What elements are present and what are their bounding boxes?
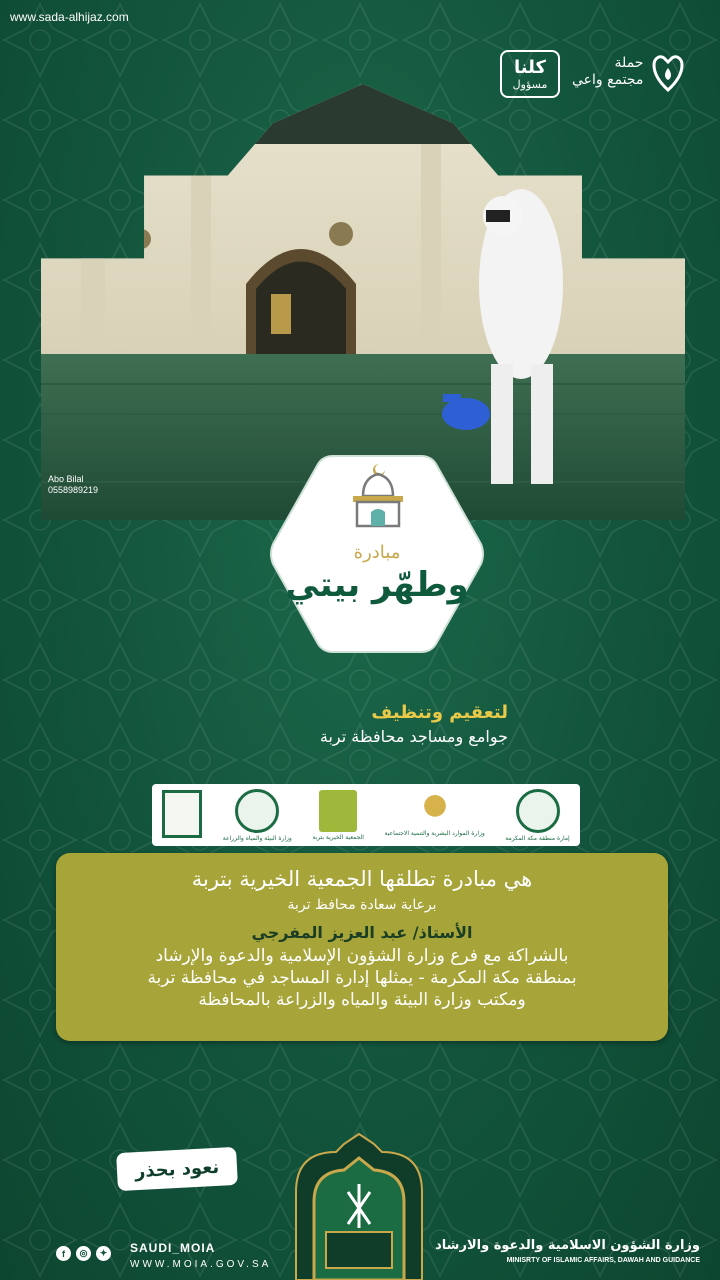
twitter-icon[interactable]: ✦: [96, 1246, 111, 1261]
ministry-name-ar: وزارة الشؤون الاسلامية والدعوة والارشاد: [435, 1238, 700, 1253]
partner-logo-charity: [312, 790, 364, 841]
slogan: [320, 702, 508, 746]
campaign-logo: [572, 50, 700, 94]
social-handle: [130, 1241, 271, 1270]
partner-logo-hr: [384, 794, 484, 837]
instagram-icon[interactable]: ◎: [76, 1246, 91, 1261]
description-line-4: بالشراكة مع فرع وزارة الشؤون الإسلامية والدعوة والإرشاد: [155, 946, 569, 966]
website-text: WWW.MOIA.GOV.SA: [130, 1259, 272, 1270]
partner-logo-environment: [223, 789, 292, 842]
initiative-description: [56, 853, 668, 1041]
credit-phone: 0558989219: [48, 485, 99, 496]
partner-caption: وزارة البيئة والمياه والزراعة: [222, 834, 292, 842]
slogan-line-1: لتعقيم وتنظيف: [371, 702, 508, 723]
moia-emblem-icon: [162, 790, 202, 838]
partner-logo-moia: [162, 790, 202, 840]
handle-text: SAUDI_MOIA: [130, 1241, 216, 1255]
kulluna-text: كلنا: [514, 56, 546, 78]
ministry-name-en: MINISRTY OF ISLAMIC AFFAIRS, DAWAH AND GUIDANCE: [506, 1257, 700, 1264]
facebook-icon[interactable]: f: [56, 1246, 71, 1261]
watermark: www.sada-alhijaz.com: [10, 10, 129, 24]
slogan-line-2: جوامع ومساجد محافظة تربة: [319, 727, 508, 746]
credit-name: Abo Bilal: [48, 474, 84, 484]
masool-text: مسؤول: [512, 77, 548, 91]
partner-caption: وزارة الموارد البشرية والتنمية الاجتماعية: [384, 829, 485, 837]
description-line-1: هي مبادرة تطلقها الجمعية الخيرية بتربة: [191, 867, 533, 891]
initiative-name: وطهّر بيتي: [285, 565, 469, 605]
ministry-name: [435, 1238, 700, 1264]
naood-bihathar-badge: نعود بحذر: [116, 1147, 238, 1191]
partner-caption: إمارة منطقة مكة المكرمة: [505, 834, 570, 842]
description-line-6: ومكتب وزارة البيئة والمياه والزراعة بالمحافظة: [198, 989, 526, 1010]
kulluna-masool-logo: [500, 50, 560, 98]
social-links: [56, 1246, 111, 1261]
ministry-emblem: [286, 1132, 432, 1280]
emirate-seal-icon: [516, 789, 560, 833]
heart-drop-icon: [651, 52, 685, 92]
partner-logo-emirate: [505, 789, 569, 842]
initiative-label: مبادرة: [353, 542, 401, 563]
initiative-hexagon-badge: [263, 448, 491, 660]
charity-logo-icon: [319, 790, 357, 832]
description-line-3: الأستاذ/ عبد العزيز المفرجي: [251, 923, 473, 942]
partners-band: [152, 784, 580, 846]
campaign-word: حملة: [614, 54, 644, 71]
description-line-5: بمنطقة مكة المكرمة - يمثلها إدارة المساجد في محافظة تربة: [147, 967, 577, 988]
photo-credit: [48, 474, 98, 497]
aware-society-text: مجتمع واعي: [572, 72, 644, 88]
partner-caption: الجمعية الخيرية بتربة: [312, 833, 364, 841]
environment-ministry-icon: [235, 789, 279, 833]
palm-swords-icon: [420, 794, 450, 828]
description-line-2: برعاية سعادة محافظ تربة: [287, 897, 437, 913]
